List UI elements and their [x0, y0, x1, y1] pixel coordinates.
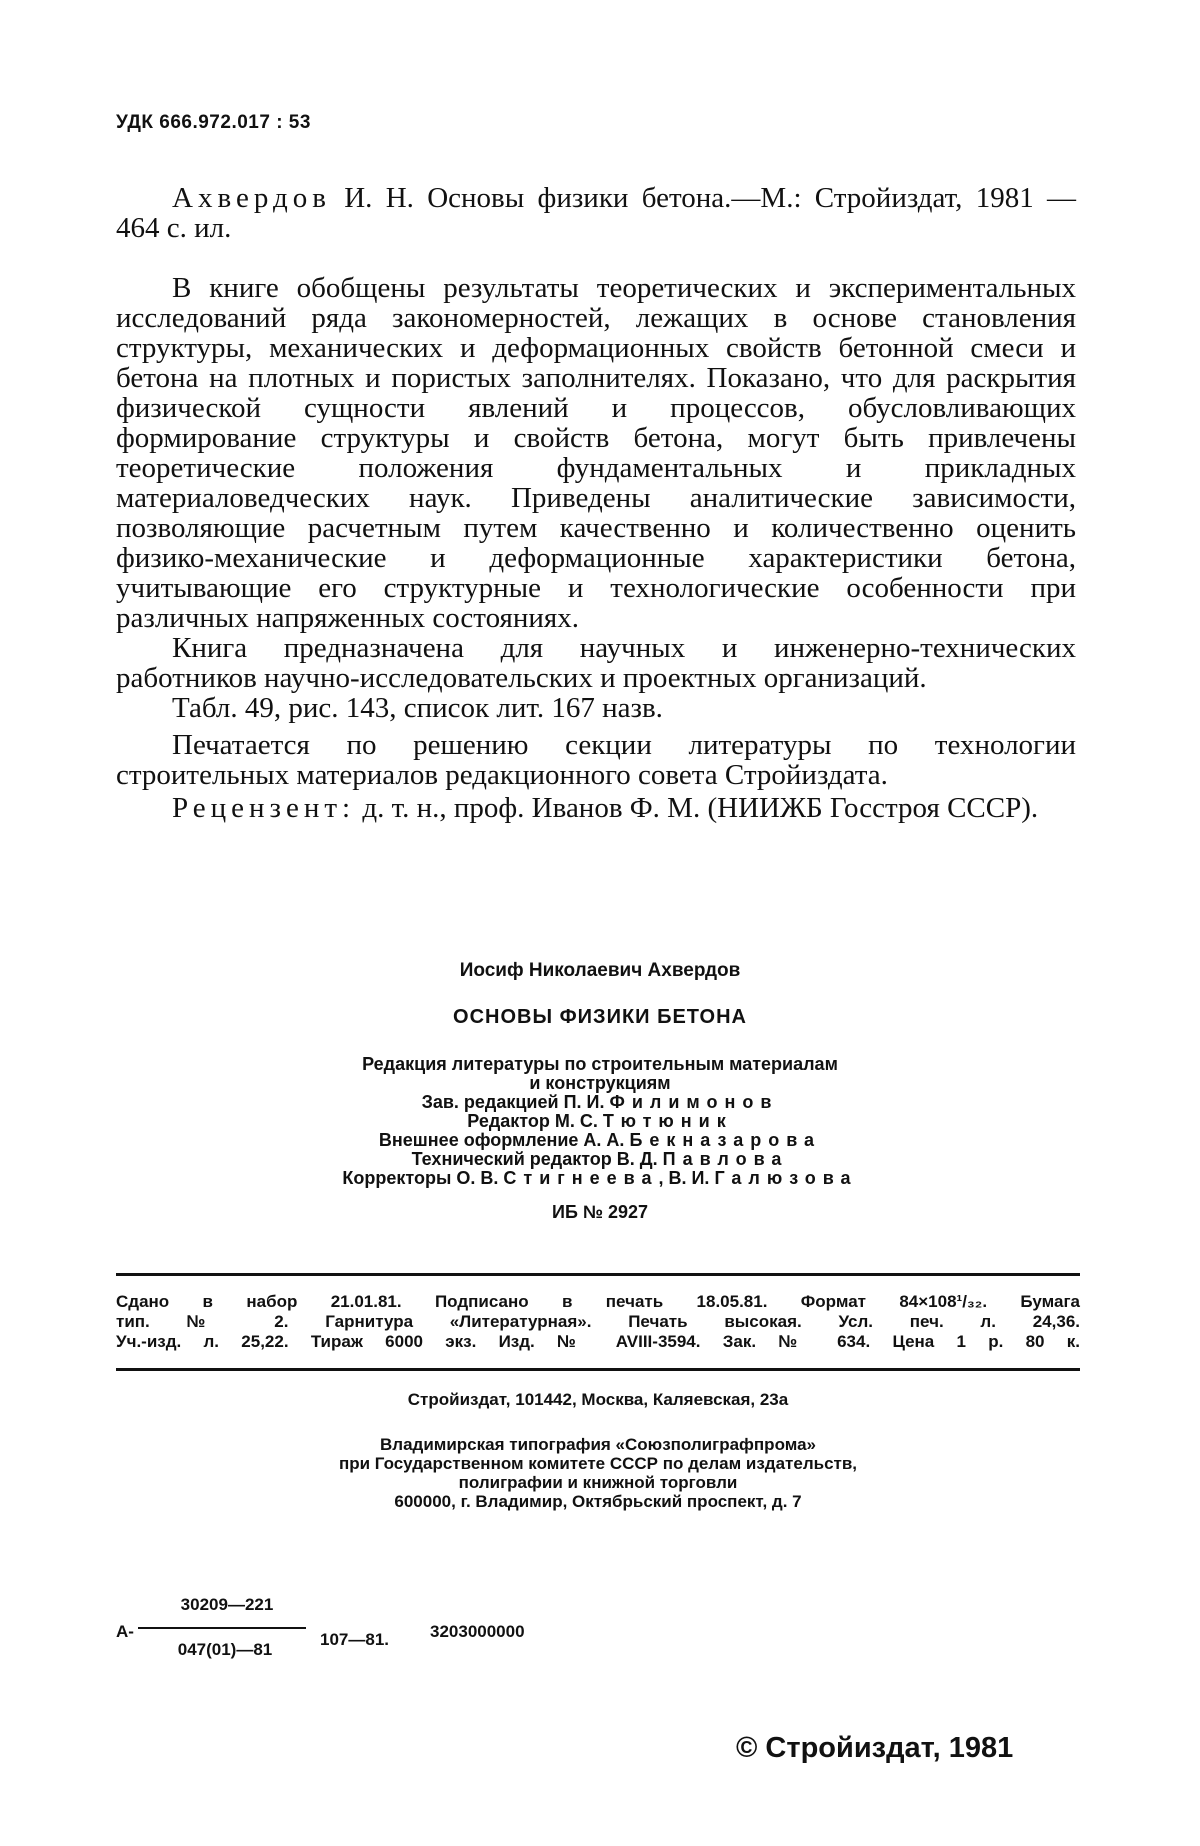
- abstract-audience: Книга предназначена для научных и инженерно-технических работников научно-исследовательских и проектных организаций.: [116, 632, 1076, 694]
- index-suffix: 107—81.: [320, 1630, 389, 1649]
- divider-bottom: [116, 1368, 1080, 1371]
- divider-top: [116, 1273, 1080, 1276]
- cover-design: Внешнее оформление А. А. Бекназарова: [378, 1130, 822, 1150]
- reviewer-label: Рецензент:: [172, 792, 356, 824]
- abstract-stats: Табл. 49, рис. 143, список лит. 167 назв.: [172, 692, 663, 724]
- index-denominator: 047(01)—81: [177, 1640, 273, 1659]
- print-data-line-2: тип. № 2. Гарнитура «Литературная». Печать высокая. Усл. печ. л. 24,36.: [116, 1312, 1080, 1331]
- bibliographic-citation: [116, 183, 1076, 243]
- head-editor: Зав. редакцией П. И. Филимонов: [421, 1092, 779, 1112]
- editor: Редактор М. С. Тютюник: [467, 1111, 733, 1131]
- printing-house: Владимирская типография «Союзполиграфпрома» при Государственном комитете СССР по делам издательств, полиграфии и книжной торговли 600000, г. Владимир, Октябрьский проспект, д. 7: [338, 1435, 858, 1511]
- printing-decision: Печатается по решению секции литературы по технологии строительных материалов редакционного совета Стройиздата.: [116, 729, 1076, 791]
- colophon: [180, 960, 1020, 1223]
- copyright: © Стройиздат, 1981: [736, 1732, 1014, 1764]
- edition-line-1: Редакция литературы по строительным материалам: [362, 1054, 838, 1074]
- correctors: Корректоры О. В. Стигнеева, В. И. Галюзова: [342, 1168, 858, 1188]
- udk-code: УДК 666.972.017 : 53: [116, 112, 311, 133]
- print-data-line-1: Сдано в набор 21.01.81. Подписано в печать 18.05.81. Формат 84×108¹/₃₂. Бумага: [116, 1292, 1080, 1311]
- reviewer: [116, 793, 1076, 823]
- technical-editor: Технический редактор В. Д. Павлова: [411, 1149, 789, 1169]
- publisher-address: Стройиздат, 101442, Москва, Каляевская, 23а: [407, 1390, 789, 1409]
- colophon-title: ОСНОВЫ ФИЗИКИ БЕТОНА: [453, 1006, 747, 1028]
- index-number: 3203000000: [430, 1622, 525, 1641]
- index-prefix: А-: [116, 1622, 134, 1641]
- abstract: [116, 273, 1076, 723]
- citation-text: И. Н. Основы физики бетона.—М.: Стройиздат, 1981 — 464 с. ил.: [116, 182, 1076, 244]
- colophon-author: Иосиф Николаевич Ахвердов: [459, 960, 741, 981]
- fraction-line: [138, 1627, 306, 1629]
- abstract-paragraph: В книге обобщены результаты теоретических и экспериментальных исследований ряда закономерностей, лежащих в основе становления структуры, механических и деформационных свойств бетонной смеси и бетона на плотных и пористых заполнителях. Показано, что для раскрытия физической сущности явлений и процессов, обусловливающих формирование структуры и свойств бетона, могут быть привлечены теоретические положения фундаментальных и прикладных материаловедческих наук. Приведены аналитические зависимости, позволяющие расчетным путем качественно и количественно оценить физико-механические и деформационные характеристики бетона, учитывающие его структурные и технологические особенности при различных напряженных состояниях.: [116, 272, 1076, 634]
- citation-author: Ахвердов: [172, 182, 331, 214]
- ib-number: ИБ № 2927: [552, 1202, 648, 1222]
- reviewer-text: д. т. н., проф. Иванов Ф. М. (НИИЖБ Госстроя СССР).: [355, 792, 1039, 824]
- print-data-line-3: Уч.-изд. л. 25,22. Тираж 6000 экз. Изд. № AVIII-3594. Зак. № 634. Цена 1 р. 80 к.: [116, 1332, 1080, 1351]
- editorial-credits: [180, 1055, 1020, 1188]
- index-numerator: 30209—221: [180, 1595, 274, 1614]
- edition-line-2: и конструкциям: [529, 1073, 671, 1093]
- print-data: [116, 1292, 1080, 1352]
